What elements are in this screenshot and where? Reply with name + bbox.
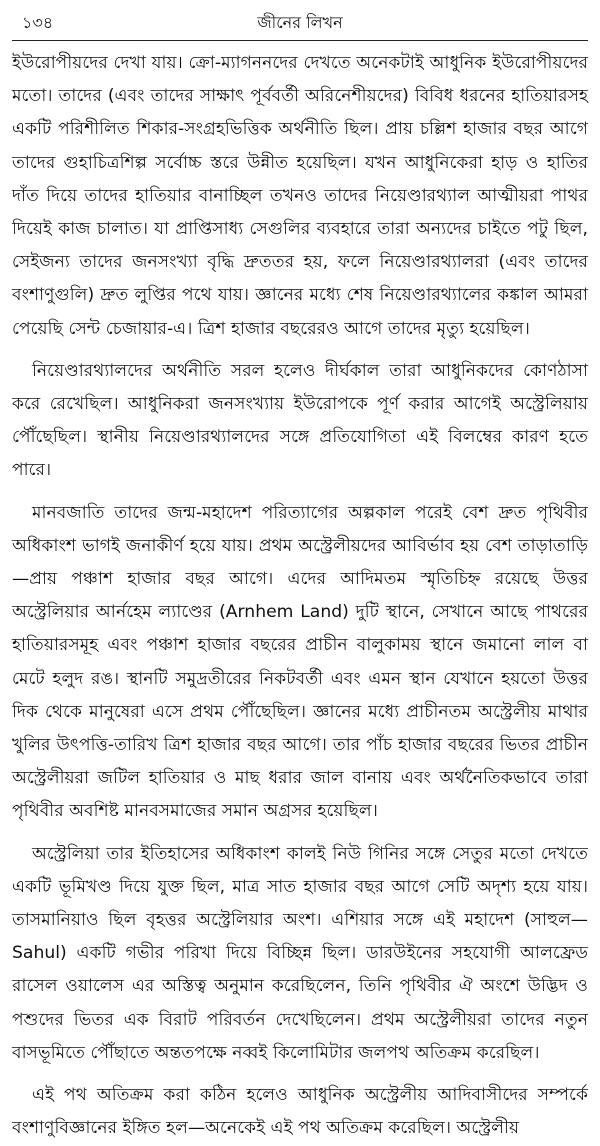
- page-number: ১৩৪: [22, 13, 54, 32]
- body-text: [12, 47, 588, 1146]
- book-title: জীনের লিখন: [257, 13, 343, 32]
- paragraph: ইউরোপীয়দের দেখা যায়। ক্রো-ম্যাগননদের দেখতে অনেকটাই আধুনিক ইউরোপীয়দের মতো। তাদের (এবং তাদের সাক্ষাৎ পূর্ববর্তী অরিনেশীয়দের) বিবিধ ধরনের হাতিয়ারসহ একটি পরিশীলিত শিকার-সংগ্রহভিত্তিক অর্থনীতি ছিল। প্রায় চল্লিশ হাজার বছর আগে তাদের গুহাচিত্রশিল্প সর্বোচ্চ স্তরে উন্নীত হয়েছিল। যখন আধুনিকেরা হাড় ও হাতির দাঁত দিয়ে তাদের হাতিয়ার বানাচ্ছিল তখনও তাদের নিয়েণ্ডারথ্যাল আত্মীয়রা পাথর দিয়েই কাজ চালাত। যা প্রাপ্তিসাধ্য সেগুলির ব্যবহারে তারা অন্যদের চাইতে পটু ছিল, সেইজন্য তাদের জনসংখ্যা বৃদ্ধি দ্রুততর হয়, ফলে নিয়েণ্ডারথ্যালরা (এবং তাদের বংশাণুগুলি) দ্রুত লুপ্তির পথে যায়। জ্ঞানের মধ্যে শেষ নিয়েণ্ডারথ্যালের কঙ্কাল আমরা পেয়েছি সেন্ট চেজায়ার-এ। ত্রিশ হাজার বছরেরও আগে তাদের মৃত্যু হয়েছিল।: [12, 53, 588, 339]
- paragraph: মানবজাতি তাদের জন্ম-মহাদেশ পরিত্যাগের অল্পকাল পরেই বেশ দ্রুত পৃথিবীর অধিকাংশ ভাগই জনাকীর্ণ হয়ে যায়। প্রথম অস্ট্রেলীয়দের আবির্ভাব হয় বেশ তাড়াতাড়ি—প্রায় পঞ্চাশ হাজার বছর আগে। এদের আদিমতম স্মৃতিচিহ্ন রয়েছে উত্তর অস্ট্রেলিয়ার আর্নহেম ল্যাণ্ডের (Arnhem Land) দুটি স্থানে, সেখানে আছে পাথরের হাতিয়ারসমূহ এবং পঞ্চাশ হাজার বছরের প্রাচীন বালুকাময় স্থানে জমানো লাল বা মেটে হলুদ রঙ। স্থানটি সমুদ্রতীরের নিকটবর্তী এবং এমন স্থান যেখানে হয়তো উত্তর দিক থেকে মানুষেরা এসে প্রথম পৌঁছেছিল। জ্ঞানের মধ্যে প্রাচীনতম অস্ট্রেলীয় মাথার খুলির উৎপত্তি-তারিখ ত্রিশ হাজার বছর আগে। তার পাঁচ হাজার বছরের ভিতর প্রাচীন অস্ট্রেলীয়রা জটিল হাতিয়ার ও মাছ ধরার জাল বানায় এবং অর্থনৈতিকভাবে তারা পৃথিবীর অবশিষ্ট মানবসমাজের সমান অগ্রসর হয়েছিল।: [12, 502, 588, 822]
- paragraph: অস্ট্রেলিয়া তার ইতিহাসের অধিকাংশ কালই নিউ গিনির সঙ্গে সেতুর মতো দেখতে একটি ভূমিখণ্ড দিয়ে যুক্ত ছিল, মাত্র সাত হাজার বছর আগে সেটি অদৃশ্য হয়ে যায়। তাসমানিয়াও ছিল বৃহত্তর অস্ট্রেলিয়ার অংশ। এশিয়ার সঙ্গে এই মহাদেশ (সাহুল—Sahul) একটি গভীর পরিখা দিয়ে বিচ্ছিন্ন ছিল। ডারউইনের সহযোগী আলফ্রেড রাসেল ওয়ালেস এর অস্তিত্ব অনুমান করেছিলেন, তিনি পৃথিবীর ঐ অংশে উদ্ভিদ ও পশুদের ভিতর এক বিরাট পরিবর্তন দেখেছিলেন। প্রথম অস্ট্রেলীয়রা তাদের নতুন বাসভূমিতে পৌঁছাতে অন্ততপক্ষে নব্বই কিলোমিটার জলপথ অতিক্রম করেছিল।: [12, 843, 588, 1063]
- running-header: [12, 0, 588, 41]
- paragraph: নিয়েণ্ডারথ্যালদের অর্থনীতি সরল হলেও দীর্ঘকাল তারা আধুনিকদের কোণঠাসা করে রেখেছিল। আধুনিকরা জনসংখ্যায় ইউরোপকে পূর্ণ করার আগেই অস্ট্রেলিয়ায় পৌঁছেছিল। স্থানীয় নিয়েণ্ডারথ্যালদের সঙ্গে প্রতিযোগিতা এই বিলম্বের কারণ হতে পারে।: [12, 360, 588, 481]
- paragraph: এই পথ অতিক্রম করা কঠিন হলেও আধুনিক অস্ট্রেলীয় আদিবাসীদের সম্পর্কে বংশাণুবিজ্ঞানের ইঙ্গিত হল—অনেকেই এই পথ অতিক্রম করেছিল। অস্ট্রেলীয়: [12, 1085, 588, 1139]
